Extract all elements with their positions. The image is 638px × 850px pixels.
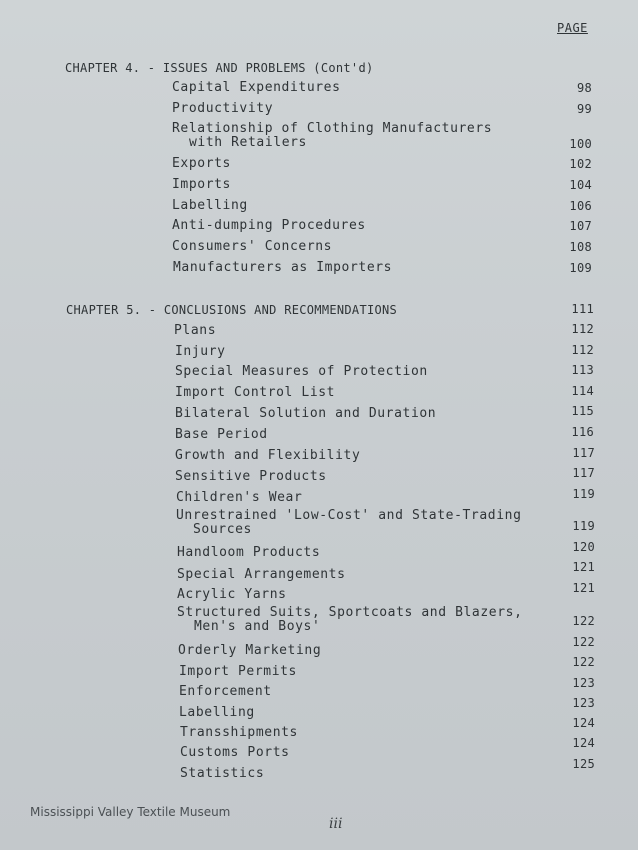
toc-page-number: 99 xyxy=(576,102,592,116)
toc-page-number: 104 xyxy=(569,178,592,192)
toc-entry: Relationship of Clothing Manufacturers with Retailers xyxy=(172,121,493,150)
toc-entry: Manufacturers as Importers xyxy=(173,260,393,275)
toc-entry: Orderly Marketing xyxy=(178,643,322,658)
toc-page-number: 125 xyxy=(572,757,595,771)
toc-entry: Bilateral Solution and Duration xyxy=(175,406,437,421)
toc-entry: Import Permits xyxy=(179,664,297,679)
toc-page-number: 123 xyxy=(572,696,595,710)
toc-page-number: 117 xyxy=(572,446,595,460)
toc-page-number: 119 xyxy=(572,519,595,533)
toc-entry: Productivity xyxy=(172,101,274,116)
toc-entry: Injury xyxy=(175,344,226,359)
toc-page-number: 121 xyxy=(572,560,595,574)
toc-page-number: 109 xyxy=(569,261,592,275)
toc-entry: Base Period xyxy=(175,427,268,442)
toc-page-number: 120 xyxy=(572,540,595,554)
toc-page-number: 124 xyxy=(572,736,595,750)
toc-entry: Plans xyxy=(174,323,217,338)
toc-page-number: 122 xyxy=(572,655,595,669)
toc-page-number: 115 xyxy=(571,404,594,418)
toc-entry: Import Control List xyxy=(175,385,336,400)
chapter-5-page-number: 111 xyxy=(571,302,594,316)
toc-page-number: 122 xyxy=(572,614,595,628)
toc-page-number: 102 xyxy=(569,157,592,171)
toc-page-number: 112 xyxy=(571,343,594,357)
toc-entry: Anti-dumping Procedures xyxy=(172,218,366,233)
toc-entry: Capital Expenditures xyxy=(172,80,341,95)
toc-page-number: 116 xyxy=(571,425,594,439)
toc-entry: Growth and Flexibility xyxy=(175,448,361,463)
toc-entry: Customs Ports xyxy=(180,745,290,760)
page-folio: iii xyxy=(329,816,343,832)
toc-entry: Acrylic Yarns xyxy=(177,587,287,602)
toc-page-number: 107 xyxy=(569,219,592,233)
toc-page-number: 117 xyxy=(572,466,595,480)
chapter-4-heading: CHAPTER 4. - ISSUES AND PROBLEMS (Cont'd) xyxy=(65,61,374,75)
toc-entry: Enforcement xyxy=(179,684,272,699)
toc-page-number: 100 xyxy=(569,137,592,151)
toc-entry: Transshipments xyxy=(180,725,298,740)
museum-watermark: Mississippi Valley Textile Museum xyxy=(30,805,231,819)
toc-entry: Special Measures of Protection xyxy=(175,364,428,379)
toc-page-number: 113 xyxy=(571,363,594,377)
toc-page-number: 119 xyxy=(572,487,595,501)
toc-entry: Sensitive Products xyxy=(175,469,327,484)
toc-page-number: 98 xyxy=(576,81,592,95)
toc-entry: Special Arrangements xyxy=(177,567,346,582)
toc-page-number: 108 xyxy=(569,240,592,254)
toc-page-number: 106 xyxy=(569,199,592,213)
toc-entry: Labelling xyxy=(179,705,255,720)
toc-entry: Unrestrained 'Low-Cost' and State-Trading Sources xyxy=(176,508,522,537)
toc-entry: Imports xyxy=(172,177,231,192)
toc-entry: Labelling xyxy=(172,198,248,213)
toc-entry: Exports xyxy=(172,156,231,171)
page-column-header: PAGE xyxy=(557,21,588,35)
toc-page-number: 123 xyxy=(572,676,595,690)
toc-entry: Statistics xyxy=(180,766,265,781)
toc-entry: Structured Suits, Sportcoats and Blazers, Men's and Boys' xyxy=(177,605,523,634)
toc-entry: Consumers' Concerns xyxy=(172,239,333,254)
toc-page-number: 114 xyxy=(571,384,594,398)
toc-entry: Handloom Products xyxy=(177,545,321,560)
toc-page-number: 124 xyxy=(572,716,595,730)
toc-page-number: 121 xyxy=(572,581,595,595)
chapter-5-heading: CHAPTER 5. - CONCLUSIONS AND RECOMMENDATIONS xyxy=(66,303,398,317)
toc-page-number: 122 xyxy=(572,635,595,649)
toc-entry: Children's Wear xyxy=(176,490,303,505)
toc-page-number: 112 xyxy=(571,322,594,336)
